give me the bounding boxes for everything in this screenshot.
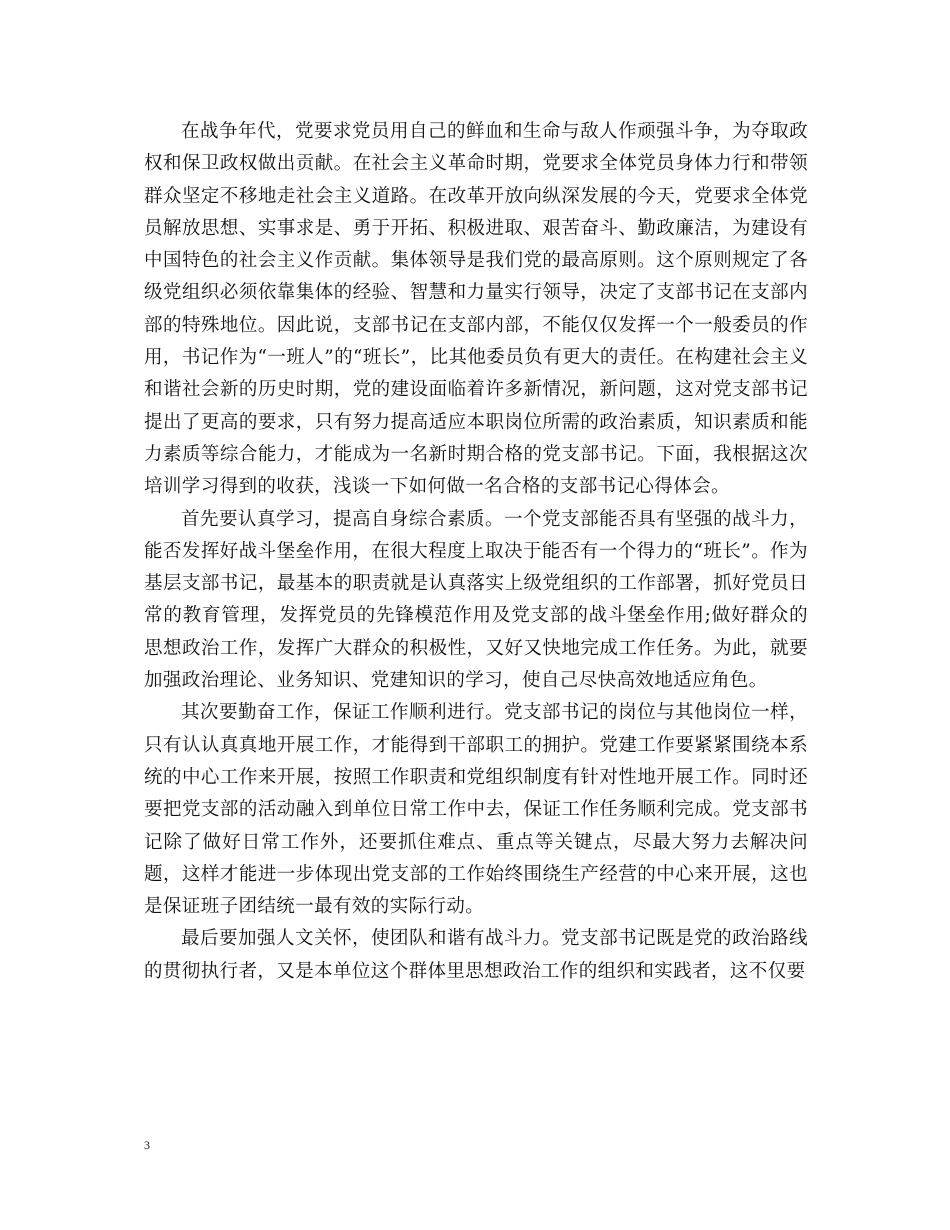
page-number: 3 — [144, 1138, 150, 1152]
paragraph-3: 其次要勤奋工作，保证工作顺利进行。党支部书记的岗位与其他岗位一样，只有认认真真地开展工作，才能得到干部职工的拥护。党建工作要紧紧围绕本系统的中心工作来开展，按照工作职责和党组织制度有针对性地开展工作。同时还要把党支部的活动融入到单位日常工作中去，保证工作任务顺利完成。党支部书记除了做好日常工作外，还要抓住难点、重点等关键点，尽最大努力去解决问题，这样才能进一步体现出党支部的工作始终围绕生产经营的中心来开展，这也是保证班子团结统一最有效的实际行动。 — [144, 702, 808, 918]
paragraph-4: 最后要加强人文关怀，使团队和谐有战斗力。党支部书记既是党的政治路线的贯彻执行者，又是本单位这个群体里思想政治工作的组织和实践者，这不仅要 — [144, 928, 808, 982]
paragraph-1: 在战争年代，党要求党员用自己的鲜血和生命与敌人作顽强斗争，为夺取政权和保卫政权做出贡献。在社会主义革命时期，党要求全体党员身体力行和带领群众坚定不移地走社会主义道路。在改革开放向纵深发展的今天，党要求全体党员解放思想、实事求是、勇于开拓、积极进取、艰苦奋斗、勤政廉洁，为建设有中国特色的社会主义作贡献。集体领导是我们党的最高原则。这个原则规定了各级党组织必须依靠集体的经验、智慧和力量实行领导，决定了支部书记在支部内部的特殊地位。因此说，支部书记在支部内部，不能仅仅发挥一个一般委员的作用，书记作为“一班人”的“班长”，比其他委员负有更大的责任。在构建社会主义和谐社会新的历史时期，党的建设面临着许多新情况，新问题，这对党支部书记提出了更高的要求，只有努力提高适应本职岗位所需的政治素质，知识素质和能力素质等综合能力，才能成为一名新时期合格的党支部书记。下面，我根据这次培训学习得到的收获，浅谈一下如何做一名合格的支部书记心得体会。 — [144, 121, 808, 498]
paragraph-2: 首先要认真学习，提高自身综合素质。一个党支部能否具有坚强的战斗力，能否发挥好战斗堡垒作用，在很大程度上取决于能否有一个得力的“班长”。作为基层支部书记，最基本的职责就是认真落实上级党组织的工作部署，抓好党员日常的教育管理，发挥党员的先锋模范作用及党支部的战斗堡垒作用;做好群众的思想政治工作，发挥广大群众的积极性，又好又快地完成工作任务。为此，就要加强政治理论、业务知识、党建知识的学习，使自己尽快高效地适应角色。 — [144, 508, 808, 692]
body-text — [144, 116, 808, 988]
